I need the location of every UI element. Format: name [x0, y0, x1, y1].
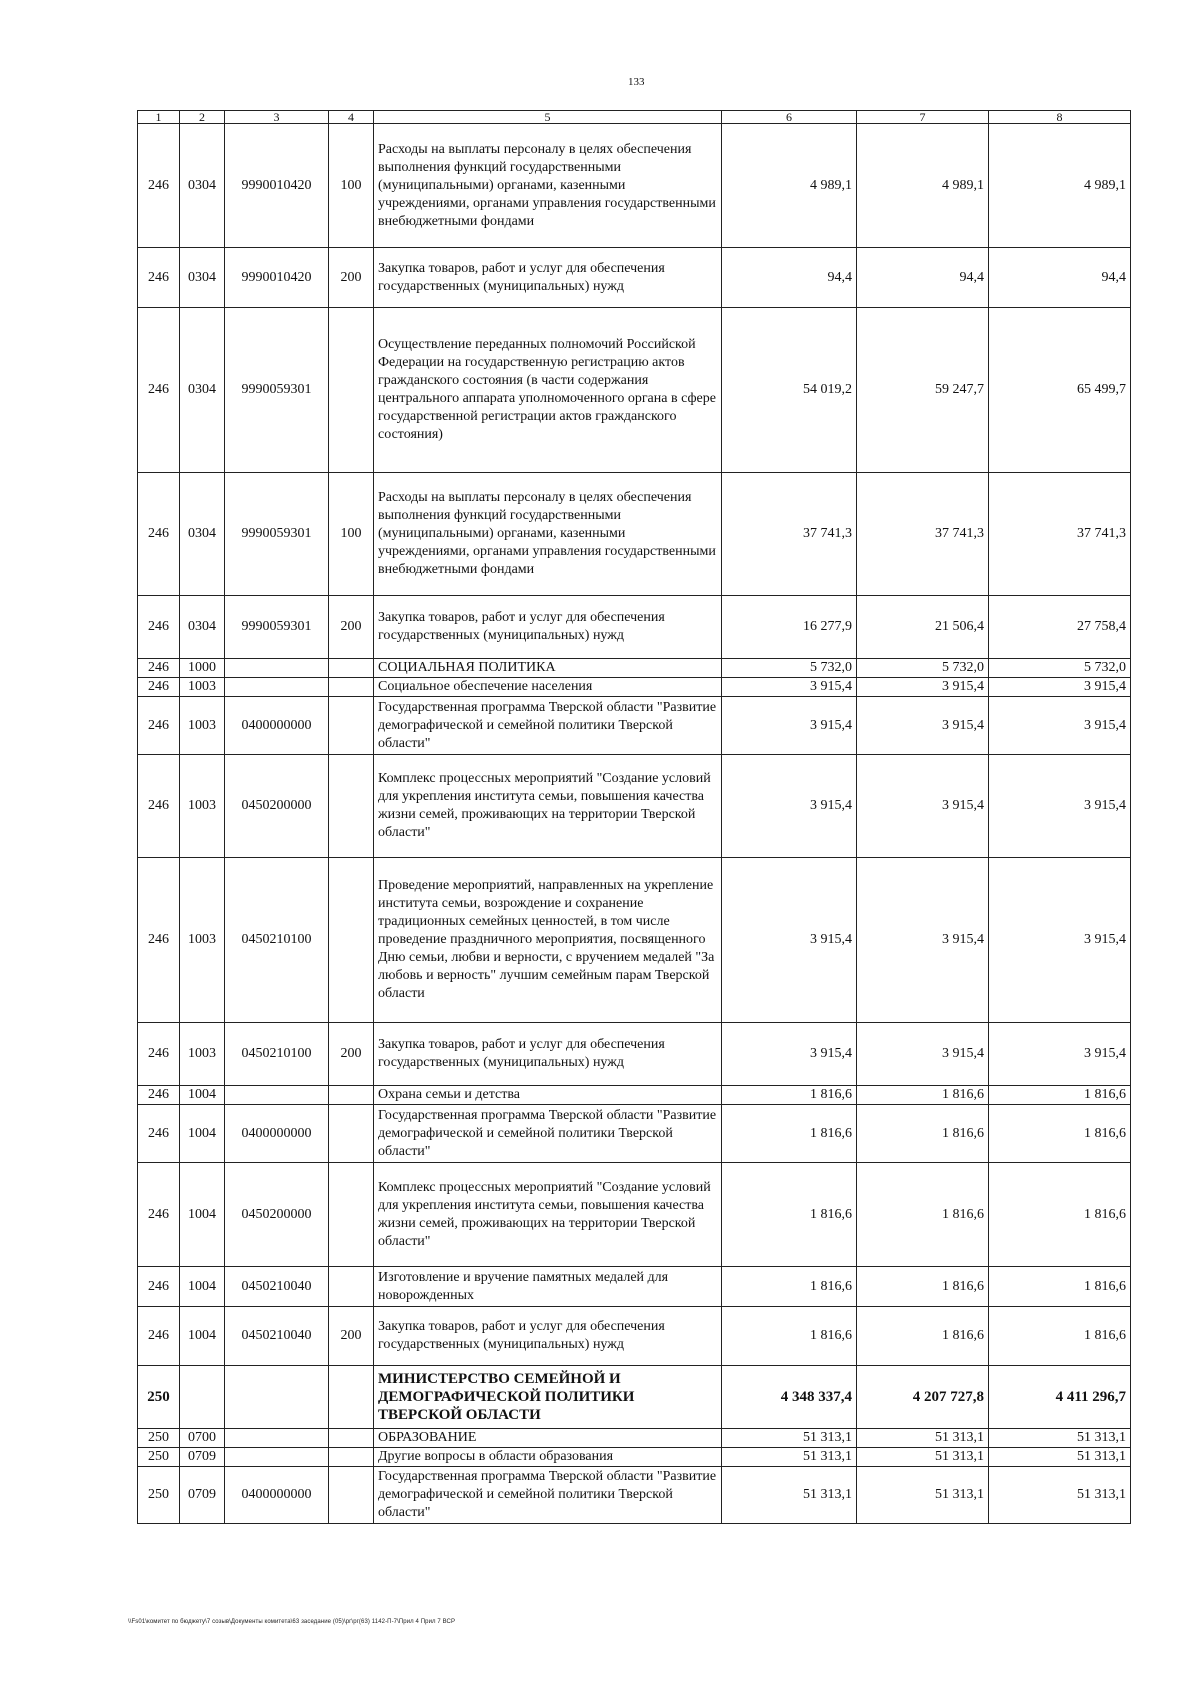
amount-year3-cell: 4 989,1	[989, 124, 1131, 248]
description-cell: Осуществление переданных полномочий Российской Федерации на государственную регистрацию актов гражданского состояния (в части содержания центрального аппарата уполномоченного органа в сфере государственной регистрации актов гражданского состояния)	[374, 308, 722, 473]
ministry-code-cell: 250	[138, 1448, 180, 1467]
table-row	[138, 248, 1131, 308]
section-code-cell: 1003	[180, 1023, 225, 1086]
expense-type-cell	[329, 1267, 374, 1307]
amount-year1-cell: 5 732,0	[722, 659, 857, 678]
section-code-cell: 1003	[180, 858, 225, 1023]
amount-year3-cell: 65 499,7	[989, 308, 1131, 473]
column-number: 6	[722, 111, 857, 124]
amount-year3-cell: 4 411 296,7	[989, 1366, 1131, 1429]
target-article-cell	[225, 1448, 329, 1467]
expense-type-cell	[329, 1366, 374, 1429]
amount-year2-cell: 51 313,1	[857, 1467, 989, 1524]
description-cell: Проведение мероприятий, направленных на укрепление института семьи, возрождение и сохранение традиционных семейных ценностей, в том числе проведение праздничного мероприятия, посвященного Дню семьи, любви и верности, с вручением медалей "За любовь и верность" лучшим семейным парам Тверской области	[374, 858, 722, 1023]
target-article-cell: 0400000000	[225, 1467, 329, 1524]
description-cell: Комплекс процессных мероприятий "Создание условий для укрепления института семьи, повышения качества жизни семей, проживающих на территории Тверской области"	[374, 1163, 722, 1267]
section-code-cell: 0709	[180, 1467, 225, 1524]
section-code-cell: 0700	[180, 1429, 225, 1448]
amount-year3-cell: 5 732,0	[989, 659, 1131, 678]
ministry-code-cell: 250	[138, 1366, 180, 1429]
section-code-cell: 0304	[180, 473, 225, 596]
amount-year3-cell: 27 758,4	[989, 596, 1131, 659]
ministry-code-cell: 246	[138, 858, 180, 1023]
expense-type-cell	[329, 659, 374, 678]
column-number: 8	[989, 111, 1131, 124]
expense-type-cell	[329, 308, 374, 473]
amount-year2-cell: 1 816,6	[857, 1105, 989, 1163]
target-article-cell: 0400000000	[225, 1105, 329, 1163]
target-article-cell: 0450200000	[225, 755, 329, 858]
target-article-cell	[225, 659, 329, 678]
amount-year2-cell: 3 915,4	[857, 697, 989, 755]
description-cell: Расходы на выплаты персоналу в целях обеспечения выполнения функций государственными (муниципальными) органами, казенными учреждениями, органами управления государственными внебюджетными фондами	[374, 124, 722, 248]
ministry-code-cell: 246	[138, 124, 180, 248]
amount-year3-cell: 1 816,6	[989, 1086, 1131, 1105]
amount-year2-cell: 59 247,7	[857, 308, 989, 473]
ministry-code-cell: 246	[138, 596, 180, 659]
amount-year1-cell: 1 816,6	[722, 1163, 857, 1267]
expense-type-cell: 100	[329, 124, 374, 248]
target-article-cell	[225, 1429, 329, 1448]
amount-year2-cell: 3 915,4	[857, 755, 989, 858]
table-row	[138, 1366, 1131, 1429]
target-article-cell: 0450210100	[225, 858, 329, 1023]
amount-year3-cell: 3 915,4	[989, 697, 1131, 755]
amount-year3-cell: 1 816,6	[989, 1105, 1131, 1163]
description-cell: СОЦИАЛЬНАЯ ПОЛИТИКА	[374, 659, 722, 678]
description-cell: Изготовление и вручение памятных медалей для новорожденных	[374, 1267, 722, 1307]
amount-year1-cell: 1 816,6	[722, 1086, 857, 1105]
description-cell: Государственная программа Тверской области "Развитие демографической и семейной политики Тверской области"	[374, 1105, 722, 1163]
column-number: 2	[180, 111, 225, 124]
expense-type-cell	[329, 858, 374, 1023]
table-row	[138, 1086, 1131, 1105]
amount-year3-cell: 3 915,4	[989, 858, 1131, 1023]
target-article-cell: 0400000000	[225, 697, 329, 755]
expense-type-cell: 200	[329, 248, 374, 308]
table-row	[138, 308, 1131, 473]
table-row	[138, 697, 1131, 755]
expense-type-cell: 200	[329, 1023, 374, 1086]
ministry-code-cell: 246	[138, 1163, 180, 1267]
section-code-cell: 1000	[180, 659, 225, 678]
table-row	[138, 678, 1131, 697]
amount-year2-cell: 4 207 727,8	[857, 1366, 989, 1429]
amount-year1-cell: 54 019,2	[722, 308, 857, 473]
amount-year2-cell: 3 915,4	[857, 1023, 989, 1086]
table-row	[138, 124, 1131, 248]
target-article-cell: 9990010420	[225, 248, 329, 308]
amount-year2-cell: 1 816,6	[857, 1086, 989, 1105]
expense-type-cell: 200	[329, 1307, 374, 1366]
amount-year3-cell: 3 915,4	[989, 678, 1131, 697]
amount-year3-cell: 94,4	[989, 248, 1131, 308]
section-code-cell: 0709	[180, 1448, 225, 1467]
ministry-code-cell: 246	[138, 755, 180, 858]
amount-year3-cell: 51 313,1	[989, 1448, 1131, 1467]
amount-year2-cell: 1 816,6	[857, 1267, 989, 1307]
column-number: 1	[138, 111, 180, 124]
amount-year1-cell: 51 313,1	[722, 1467, 857, 1524]
amount-year3-cell: 3 915,4	[989, 755, 1131, 858]
target-article-cell: 0450210040	[225, 1267, 329, 1307]
ministry-code-cell: 246	[138, 1023, 180, 1086]
description-cell: Закупка товаров, работ и услуг для обеспечения государственных (муниципальных) нужд	[374, 1307, 722, 1366]
amount-year3-cell: 51 313,1	[989, 1429, 1131, 1448]
amount-year1-cell: 3 915,4	[722, 858, 857, 1023]
ministry-code-cell: 246	[138, 1086, 180, 1105]
table-row	[138, 1267, 1131, 1307]
ministry-code-cell: 246	[138, 473, 180, 596]
page-number: 133	[628, 76, 645, 88]
expense-type-cell	[329, 1448, 374, 1467]
amount-year1-cell: 3 915,4	[722, 1023, 857, 1086]
ministry-code-cell: 250	[138, 1429, 180, 1448]
ministry-code-cell: 246	[138, 248, 180, 308]
expense-type-cell: 200	[329, 596, 374, 659]
amount-year1-cell: 51 313,1	[722, 1429, 857, 1448]
section-code-cell: 0304	[180, 248, 225, 308]
section-code-cell: 0304	[180, 308, 225, 473]
table-row	[138, 755, 1131, 858]
description-cell: Охрана семьи и детства	[374, 1086, 722, 1105]
section-code-cell: 1003	[180, 678, 225, 697]
description-cell: Государственная программа Тверской области "Развитие демографической и семейной политики Тверской области"	[374, 1467, 722, 1524]
amount-year3-cell: 1 816,6	[989, 1163, 1131, 1267]
description-cell: Расходы на выплаты персоналу в целях обеспечения выполнения функций государственными (муниципальными) органами, казенными учреждениями, органами управления государственными внебюджетными фондами	[374, 473, 722, 596]
amount-year1-cell: 16 277,9	[722, 596, 857, 659]
amount-year1-cell: 3 915,4	[722, 755, 857, 858]
description-cell: Комплекс процессных мероприятий "Создание условий для укрепления института семьи, повышения качества жизни семей, проживающих на территории Тверской области"	[374, 755, 722, 858]
target-article-cell: 0450210040	[225, 1307, 329, 1366]
section-code-cell: 1004	[180, 1163, 225, 1267]
expense-type-cell	[329, 697, 374, 755]
table-row	[138, 473, 1131, 596]
amount-year3-cell: 3 915,4	[989, 1023, 1131, 1086]
ministry-code-cell: 246	[138, 308, 180, 473]
description-cell: Другие вопросы в области образования	[374, 1448, 722, 1467]
table-row	[138, 1448, 1131, 1467]
table-header-row	[138, 111, 1131, 124]
description-cell: Государственная программа Тверской области "Развитие демографической и семейной политики Тверской области"	[374, 697, 722, 755]
target-article-cell: 0450210100	[225, 1023, 329, 1086]
amount-year1-cell: 51 313,1	[722, 1448, 857, 1467]
section-code-cell	[180, 1366, 225, 1429]
amount-year2-cell: 21 506,4	[857, 596, 989, 659]
expense-type-cell	[329, 1429, 374, 1448]
amount-year2-cell: 3 915,4	[857, 678, 989, 697]
target-article-cell: 0450200000	[225, 1163, 329, 1267]
table-row	[138, 1429, 1131, 1448]
section-code-cell: 1004	[180, 1267, 225, 1307]
ministry-code-cell: 246	[138, 1307, 180, 1366]
file-path-footer: \\Fs01\комитет по бюджету\7 созыв\Документы комитета\63 заседание (05)\рг\рг(63) 1142-П-7\Прил 4 Прил 7 ВСР	[128, 1619, 456, 1625]
section-code-cell: 1004	[180, 1307, 225, 1366]
table-row	[138, 1467, 1131, 1524]
ministry-code-cell: 246	[138, 1267, 180, 1307]
ministry-code-cell: 246	[138, 1105, 180, 1163]
section-code-cell: 0304	[180, 596, 225, 659]
description-cell: Социальное обеспечение населения	[374, 678, 722, 697]
target-article-cell: 9990059301	[225, 308, 329, 473]
target-article-cell: 9990059301	[225, 473, 329, 596]
description-cell: Закупка товаров, работ и услуг для обеспечения государственных (муниципальных) нужд	[374, 596, 722, 659]
column-number: 3	[225, 111, 329, 124]
description-cell: МИНИСТЕРСТВО СЕМЕЙНОЙ И ДЕМОГРАФИЧЕСКОЙ ПОЛИТИКИ ТВЕРСКОЙ ОБЛАСТИ	[374, 1366, 722, 1429]
target-article-cell	[225, 678, 329, 697]
amount-year3-cell: 1 816,6	[989, 1267, 1131, 1307]
amount-year3-cell: 51 313,1	[989, 1467, 1131, 1524]
table-row	[138, 1163, 1131, 1267]
amount-year1-cell: 3 915,4	[722, 678, 857, 697]
amount-year2-cell: 94,4	[857, 248, 989, 308]
description-cell: Закупка товаров, работ и услуг для обеспечения государственных (муниципальных) нужд	[374, 248, 722, 308]
target-article-cell	[225, 1086, 329, 1105]
section-code-cell: 1004	[180, 1086, 225, 1105]
table-row	[138, 659, 1131, 678]
expense-type-cell	[329, 1086, 374, 1105]
table-row	[138, 858, 1131, 1023]
ministry-code-cell: 246	[138, 659, 180, 678]
amount-year2-cell: 3 915,4	[857, 858, 989, 1023]
amount-year1-cell: 94,4	[722, 248, 857, 308]
description-cell: Закупка товаров, работ и услуг для обеспечения государственных (муниципальных) нужд	[374, 1023, 722, 1086]
amount-year2-cell: 51 313,1	[857, 1429, 989, 1448]
expense-type-cell	[329, 678, 374, 697]
column-number: 4	[329, 111, 374, 124]
table-row	[138, 1023, 1131, 1086]
expense-type-cell	[329, 1105, 374, 1163]
ministry-code-cell: 250	[138, 1467, 180, 1524]
amount-year3-cell: 37 741,3	[989, 473, 1131, 596]
amount-year1-cell: 37 741,3	[722, 473, 857, 596]
ministry-code-cell: 246	[138, 678, 180, 697]
budget-table	[137, 110, 1131, 1524]
amount-year1-cell: 4 989,1	[722, 124, 857, 248]
expense-type-cell	[329, 1467, 374, 1524]
amount-year1-cell: 1 816,6	[722, 1105, 857, 1163]
amount-year3-cell: 1 816,6	[989, 1307, 1131, 1366]
target-article-cell	[225, 1366, 329, 1429]
expense-type-cell: 100	[329, 473, 374, 596]
amount-year1-cell: 1 816,6	[722, 1307, 857, 1366]
column-number: 7	[857, 111, 989, 124]
table-row	[138, 1105, 1131, 1163]
section-code-cell: 1004	[180, 1105, 225, 1163]
section-code-cell: 1003	[180, 697, 225, 755]
amount-year1-cell: 3 915,4	[722, 697, 857, 755]
amount-year1-cell: 4 348 337,4	[722, 1366, 857, 1429]
column-number: 5	[374, 111, 722, 124]
amount-year2-cell: 1 816,6	[857, 1307, 989, 1366]
amount-year2-cell: 51 313,1	[857, 1448, 989, 1467]
amount-year2-cell: 1 816,6	[857, 1163, 989, 1267]
section-code-cell: 0304	[180, 124, 225, 248]
description-cell: ОБРАЗОВАНИЕ	[374, 1429, 722, 1448]
amount-year1-cell: 1 816,6	[722, 1267, 857, 1307]
amount-year2-cell: 37 741,3	[857, 473, 989, 596]
expense-type-cell	[329, 1163, 374, 1267]
amount-year2-cell: 4 989,1	[857, 124, 989, 248]
expense-type-cell	[329, 755, 374, 858]
target-article-cell: 9990010420	[225, 124, 329, 248]
section-code-cell: 1003	[180, 755, 225, 858]
amount-year2-cell: 5 732,0	[857, 659, 989, 678]
table-row	[138, 1307, 1131, 1366]
ministry-code-cell: 246	[138, 697, 180, 755]
table-row	[138, 596, 1131, 659]
target-article-cell: 9990059301	[225, 596, 329, 659]
